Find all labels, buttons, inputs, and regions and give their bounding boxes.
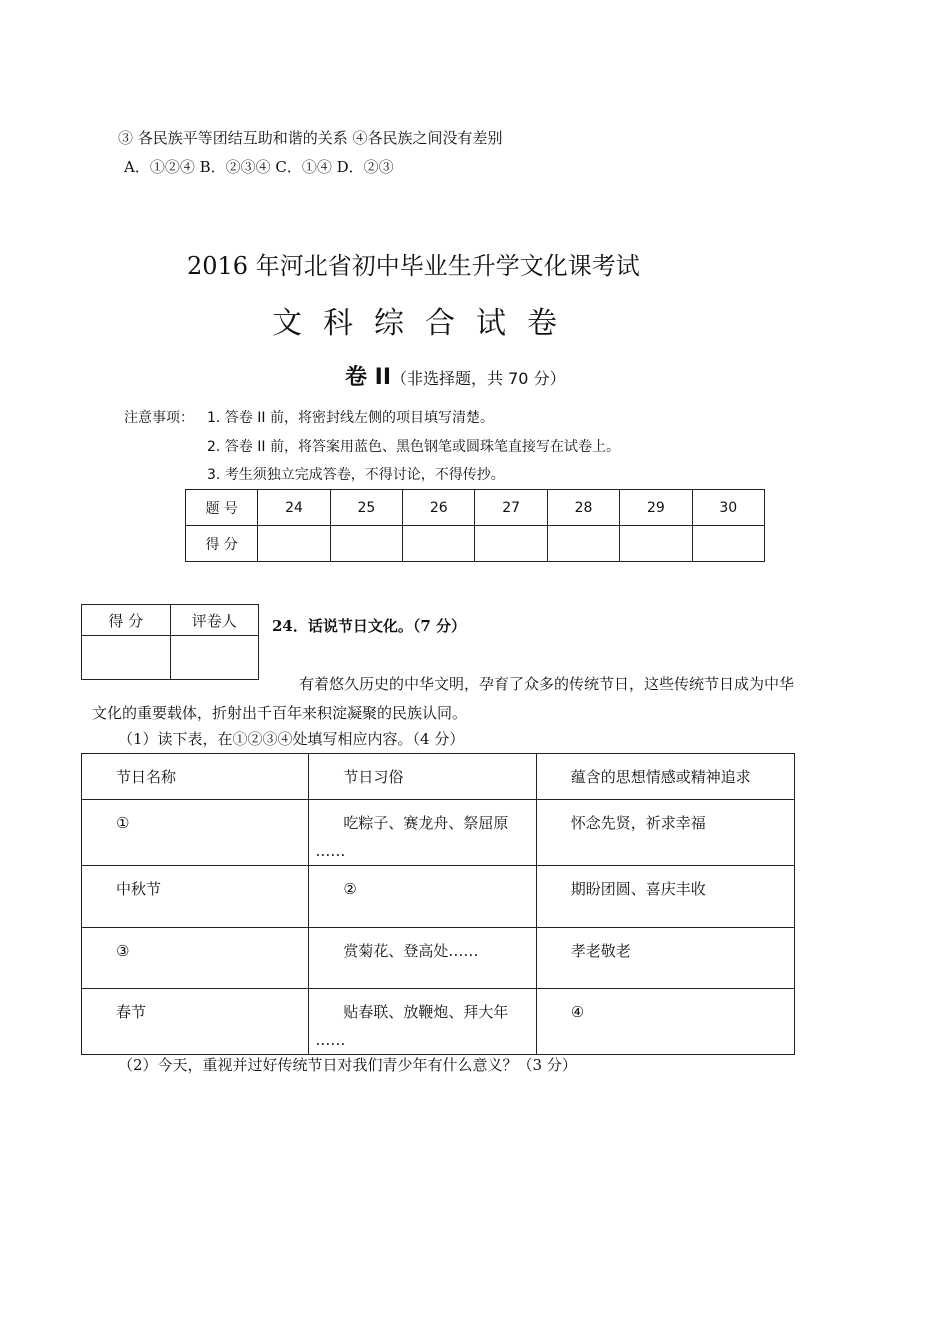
question-number: 30 bbox=[692, 490, 764, 526]
grader-box bbox=[81, 604, 259, 680]
festival-spirit: 怀念先贤，祈求幸福 bbox=[536, 800, 794, 866]
festival-custom bbox=[309, 800, 536, 866]
festival-spirit: 孝老敬老 bbox=[536, 928, 794, 989]
festival-spirit: 期盼团圆、喜庆丰收 bbox=[536, 866, 794, 928]
question-number: 29 bbox=[620, 490, 692, 526]
choice-statements-line: ③ 各民族平等团结互助和谐的关系 ④各民族之间没有差别 bbox=[118, 129, 503, 147]
score-table bbox=[185, 489, 765, 562]
festival-name: 中秋节 bbox=[82, 866, 309, 928]
score-row-label: 题 号 bbox=[186, 490, 258, 526]
score-cell bbox=[547, 526, 619, 562]
grader-name-cell bbox=[170, 636, 259, 680]
score-cell bbox=[330, 526, 402, 562]
table-row bbox=[82, 928, 795, 989]
question-number: 24 bbox=[258, 490, 330, 526]
sub-question: （1）读下表，在①②③④处填写相应内容。（4 分） bbox=[118, 730, 465, 748]
grader-box-header bbox=[82, 605, 259, 636]
festival-custom-text: 贴春联、放鞭炮、拜大年 bbox=[343, 1003, 509, 1021]
grader-score-label: 得 分 bbox=[82, 605, 171, 636]
notes-label: 注意事项： bbox=[124, 410, 194, 426]
score-row-label: 得 分 bbox=[186, 526, 258, 562]
exam-title: 2016 年河北省初中毕业生升学文化课考试 bbox=[187, 252, 640, 280]
paper-title: 文科综合试卷 bbox=[272, 306, 578, 341]
festival-table-header bbox=[82, 754, 795, 800]
score-cell bbox=[403, 526, 475, 562]
festival-spirit: ④ bbox=[536, 989, 794, 1055]
grader-name-label: 评卷人 bbox=[170, 605, 259, 636]
question-number: 26 bbox=[403, 490, 475, 526]
part-title bbox=[345, 360, 566, 391]
grader-box-body bbox=[82, 636, 259, 680]
festival-name: 春节 bbox=[82, 989, 309, 1055]
score-cell bbox=[258, 526, 330, 562]
festival-custom bbox=[309, 989, 536, 1055]
part-title-main: 卷 II bbox=[345, 365, 392, 390]
column-header: 蕴含的思想情感或精神追求 bbox=[536, 754, 794, 800]
question-number: 27 bbox=[475, 490, 547, 526]
table-row bbox=[82, 800, 795, 866]
festival-custom-continued: …… bbox=[315, 842, 346, 860]
festival-custom bbox=[309, 866, 536, 928]
column-header: 节日习俗 bbox=[309, 754, 536, 800]
festival-custom-continued: …… bbox=[315, 1031, 346, 1049]
festival-custom-text: 赏菊花、登高处…… bbox=[343, 942, 479, 960]
intro-paragraph-line: 文化的重要载体，折射出千百年来积淀凝聚的民族认同。 bbox=[92, 704, 468, 722]
intro-paragraph-line: 有着悠久历史的中华文明，孕育了众多的传统节日，这些传统节日成为中华 bbox=[299, 675, 795, 693]
answer-options-line: A．①②④ B．②③④ C．①④ D．②③ bbox=[124, 158, 394, 176]
score-cell bbox=[620, 526, 692, 562]
table-row bbox=[82, 866, 795, 928]
part-title-note: （非选择题，共 70 分） bbox=[391, 369, 566, 388]
score-table-row bbox=[186, 490, 765, 526]
festival-custom bbox=[309, 928, 536, 989]
note-item: 3. 考生须独立完成答卷，不得讨论，不得传抄。 bbox=[207, 467, 505, 483]
festival-table bbox=[81, 753, 795, 1055]
note-item: 2. 答卷 II 前，将答案用蓝色、黑色钢笔或圆珠笔直接写在试卷上。 bbox=[207, 439, 620, 455]
festival-name: ① bbox=[82, 800, 309, 866]
note-item: 1. 答卷 II 前，将密封线左侧的项目填写清楚。 bbox=[207, 410, 494, 426]
table-row bbox=[82, 989, 795, 1055]
score-table-row bbox=[186, 526, 765, 562]
score-cell bbox=[692, 526, 764, 562]
festival-custom-text: 吃粽子、赛龙舟、祭屈原 bbox=[343, 814, 509, 832]
festival-custom-text: ② bbox=[343, 880, 357, 898]
sub-question: （2）今天，重视并过好传统节日对我们青少年有什么意义？（3 分） bbox=[118, 1056, 577, 1074]
column-header: 节日名称 bbox=[82, 754, 309, 800]
score-cell bbox=[475, 526, 547, 562]
grader-score-cell bbox=[82, 636, 171, 680]
festival-name: ③ bbox=[82, 928, 309, 989]
question-title: 24．话说节日文化。（7 分） bbox=[272, 617, 467, 635]
question-number: 25 bbox=[330, 490, 402, 526]
question-number: 28 bbox=[547, 490, 619, 526]
